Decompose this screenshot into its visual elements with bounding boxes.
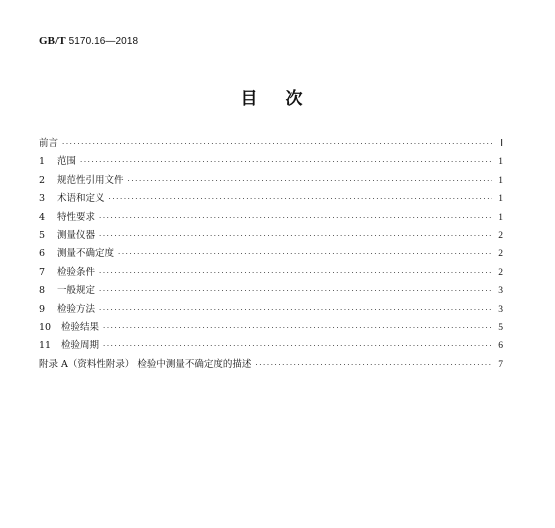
toc-entry-label: 附录 A（资料性附录） 检验中测量不确定度的描述 <box>39 358 252 370</box>
toc-entry-label: 检验方法 <box>57 303 96 315</box>
toc-entry-label: 特性要求 <box>57 211 96 223</box>
toc-page-number: 1 <box>498 212 503 223</box>
toc-page-number: 1 <box>498 194 503 205</box>
toc-entry-7[interactable] <box>39 264 503 282</box>
table-of-contents <box>39 135 503 374</box>
toc-page-number: 1 <box>498 175 503 186</box>
toc-entry-label: 检验结果 <box>61 321 100 333</box>
toc-entry-number: 3 <box>39 193 46 205</box>
dot-leader <box>103 324 492 332</box>
toc-entry-number: 9 <box>39 303 46 315</box>
dot-leader <box>99 214 492 222</box>
toc-entry-number: 6 <box>39 248 46 260</box>
dot-leader <box>103 342 492 350</box>
dot-leader <box>118 250 492 258</box>
toc-entry-3[interactable] <box>39 190 503 208</box>
toc-page-number: 2 <box>498 267 503 278</box>
toc-page-number: 6 <box>498 341 503 352</box>
toc-entry-10[interactable] <box>39 319 503 337</box>
toc-entry-11[interactable] <box>39 337 503 355</box>
toc-page-number: 5 <box>498 322 503 333</box>
toc-entry-label: 规范性引用文件 <box>57 174 124 186</box>
toc-page-number: 2 <box>498 230 503 241</box>
toc-entry-label: 检验周期 <box>61 340 100 352</box>
toc-entry-label: 测量不确定度 <box>57 248 115 260</box>
toc-page-number: 7 <box>498 359 503 370</box>
dot-leader <box>99 287 492 295</box>
toc-entry-number: 8 <box>39 285 46 297</box>
toc-page-number: 2 <box>498 249 503 260</box>
dot-leader <box>255 361 492 369</box>
toc-entry-number: 10 <box>39 321 52 333</box>
toc-entry-label: 范围 <box>57 156 77 168</box>
toc-entry-2[interactable] <box>39 172 503 190</box>
dot-leader <box>99 232 492 240</box>
toc-entry-number: 4 <box>39 211 46 223</box>
toc-entry-label: 测量仪器 <box>57 229 96 241</box>
document-header <box>39 35 138 47</box>
toc-entry-9[interactable] <box>39 301 503 319</box>
toc-page-number: Ⅰ <box>500 139 503 149</box>
dot-leader <box>80 158 492 166</box>
toc-entry-label: 检验条件 <box>57 266 96 278</box>
toc-page-number: 3 <box>498 304 503 315</box>
dot-leader <box>128 177 492 185</box>
dot-leader <box>99 306 492 314</box>
toc-entry-label: 一般规定 <box>57 285 96 297</box>
toc-entry-appendix-a[interactable] <box>39 356 503 374</box>
toc-entry-6[interactable] <box>39 245 503 263</box>
dot-leader <box>62 140 492 148</box>
standard-prefix: GB/T <box>39 35 66 47</box>
toc-page-number: 3 <box>498 286 503 297</box>
toc-entry-number: 2 <box>39 174 46 186</box>
toc-entry-8[interactable] <box>39 282 503 300</box>
standard-number: 5170.16—2018 <box>68 36 139 47</box>
toc-entry-1[interactable] <box>39 153 503 171</box>
toc-entry-label: 前言 <box>39 138 59 149</box>
toc-entry-4[interactable] <box>39 209 503 227</box>
dot-leader <box>109 195 492 203</box>
toc-page-number: 1 <box>498 157 503 168</box>
toc-entry-number: 1 <box>39 156 46 168</box>
toc-entry-foreword[interactable] <box>39 135 503 153</box>
toc-entry-number: 5 <box>39 229 46 241</box>
toc-entry-number: 11 <box>39 340 52 352</box>
toc-entry-label: 术语和定义 <box>57 193 105 205</box>
dot-leader <box>99 269 492 277</box>
page-title: 目次 <box>240 89 331 109</box>
toc-entry-number: 7 <box>39 266 46 278</box>
toc-entry-5[interactable] <box>39 227 503 245</box>
